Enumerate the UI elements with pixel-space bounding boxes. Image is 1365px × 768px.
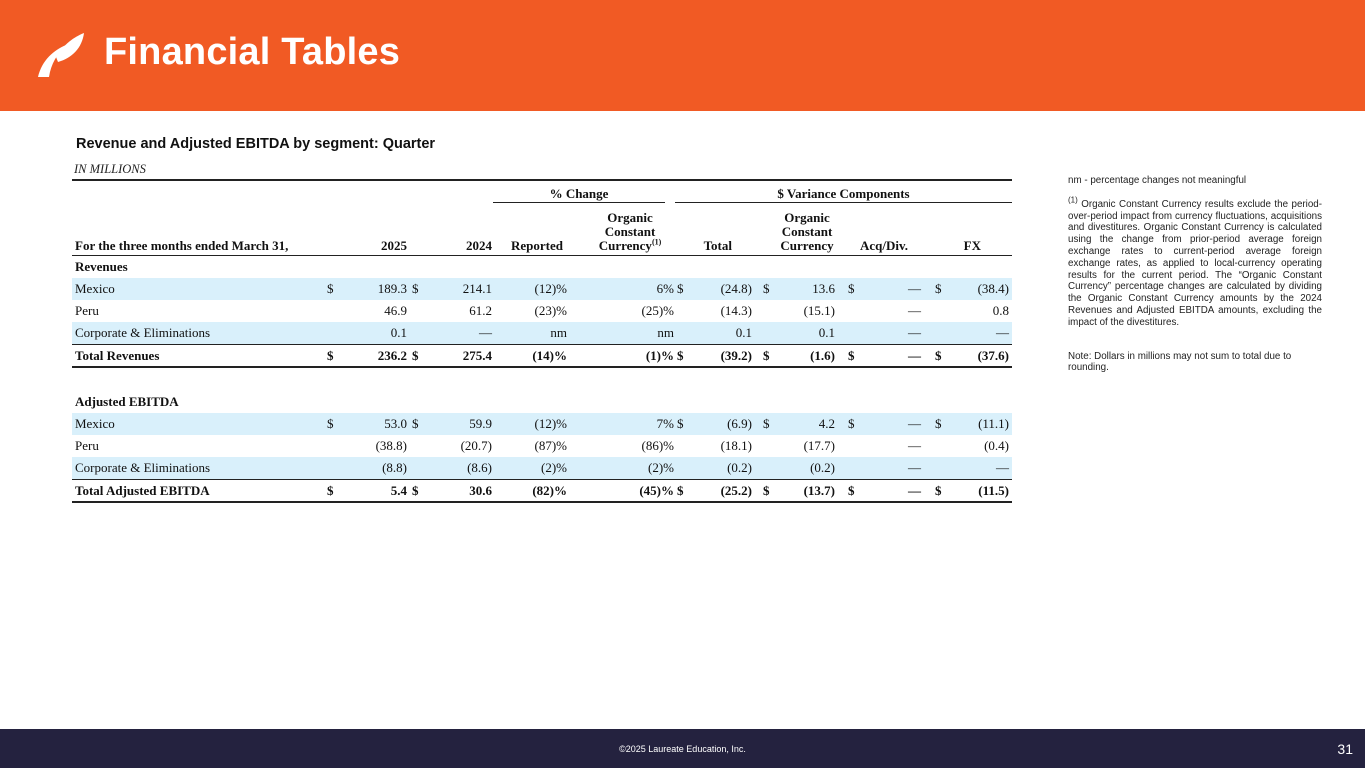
side-notes [1068,175,1322,386]
variance-total: (25.2) [720,483,752,498]
variance-organic-constant-currency: (15.1) [803,303,835,318]
revenues-heading-row [72,256,1012,278]
financial-table [72,179,1012,503]
variance-acq-div: — [908,281,921,296]
variance-fx: 0.8 [992,303,1009,318]
table-row [72,435,1012,457]
row-label: Total Revenues [75,348,160,363]
value-2024: 30.6 [469,483,492,498]
currency-symbol: $ [412,281,419,296]
value-2024: (20.7) [460,438,492,453]
table-row [72,413,1012,435]
row-label: Peru [75,303,99,318]
currency-symbol: $ [848,483,855,498]
organic-pct-header-text: Currency [598,238,652,253]
value-2025: 5.4 [390,483,407,498]
revenues-heading: Revenues [75,259,128,274]
currency-symbol: $ [677,348,684,363]
variance-fx: (0.4) [984,438,1009,453]
year-2024-header: 2024 [466,238,492,253]
nm-note: nm - percentage changes not meaningful [1068,175,1247,186]
variance-total: (14.3) [720,303,752,318]
variance-acq-div: — [908,483,921,498]
organic-var-header [762,211,852,253]
page-number: 31 [1337,741,1353,757]
organic-var-header-line1: Organic [784,210,830,225]
value-2024: 59.9 [469,416,492,431]
reported-header: Reported [511,238,563,253]
value-2025: 53.0 [384,416,407,431]
currency-symbol: $ [677,483,684,498]
reported-change: (14)% [532,348,567,363]
currency-symbol: $ [412,416,419,431]
variance-acq-div: — [908,348,921,363]
reported-change: (12)% [534,416,567,431]
reported-change: (12)% [534,281,567,296]
value-2024: 214.1 [462,281,492,296]
acq-div-header: Acq/Div. [859,238,908,253]
organic-constant-currency-change: (25)% [641,303,674,318]
variance-total: (39.2) [720,348,752,363]
organic-pct-header [575,211,685,253]
column-header-row [72,203,1012,255]
currency-symbol: $ [677,281,684,296]
organic-var-header-line2: Constant [781,224,833,239]
value-2025: 0.1 [390,325,407,340]
currency-symbol: $ [848,281,855,296]
variance-organic-constant-currency: 4.2 [818,416,835,431]
row-label: Mexico [75,281,115,296]
row-label: Corporate & Eliminations [75,325,211,340]
organic-pct-header-line1: Organic [607,210,653,225]
variance-total: (18.1) [720,438,752,453]
organic-constant-currency-change: (86)% [641,438,674,453]
row-label: Peru [75,438,99,453]
currency-symbol: $ [848,348,855,363]
variance-fx: (11.5) [978,483,1009,498]
ebitda-heading-row [72,391,1012,413]
variance-organic-constant-currency: 0.1 [818,325,835,340]
organic-constant-currency-change: (45)% [639,483,674,498]
currency-symbol: $ [327,483,334,498]
footnote-1 [1068,195,1322,329]
variance-total: (0.2) [727,460,752,475]
ebitda-heading: Adjusted EBITDA [75,394,179,409]
table-row [72,278,1012,300]
variance-fx: (37.6) [977,348,1009,363]
currency-symbol: $ [327,281,334,296]
organic-pct-header-line3 [575,239,685,253]
total-header: Total [703,238,732,253]
row-label: Corporate & Eliminations [75,460,211,475]
footnote-1-text: Organic Constant Currency results exclude the period-over-period impact from currency fluctuations, acquisitions and divestitures. Organic Constant Currency is calculated using the change from prior-period average foreign exchange rates to current-period average foreign exchange rates, as applied to local-currency operating results for the current period. The “Organic Constant Currency” percentage changes are calculated by dividing the Organic Constant Currency amounts by the 2024 Revenues and Adjusted EBITDA amounts, excluding the impact of the divestitures. [1068,198,1322,328]
variance-acq-div: — [908,460,921,475]
units-label: IN MILLIONS [74,162,146,176]
currency-symbol: $ [763,483,770,498]
section-title: Revenue and Adjusted EBITDA by segment: Quarter [76,136,436,152]
variance-total: (6.9) [727,416,752,431]
value-2024: — [479,325,492,340]
variance-acq-div: — [908,303,921,318]
value-2025: 189.3 [377,281,407,296]
variance-acq-div: — [908,416,921,431]
currency-symbol: $ [677,416,684,431]
reported-change: (82)% [532,483,567,498]
leaf-logo-icon [32,30,86,82]
row-label: Mexico [75,416,115,431]
value-2025: (38.8) [375,438,407,453]
organic-pct-header-line2: Constant [604,224,656,239]
organic-constant-currency-change: (1)% [645,348,674,363]
page-title: Financial Tables [104,31,401,73]
table-row [72,457,1012,479]
variance-fx: (11.1) [978,416,1009,431]
organic-var-header-line3: Currency [780,238,834,253]
value-2024: 61.2 [469,303,492,318]
currency-symbol: $ [327,348,334,363]
variance-total: 0.1 [735,325,752,340]
total-row [72,479,1012,503]
organic-constant-currency-change: 6% [656,281,674,296]
currency-symbol: $ [935,348,942,363]
currency-symbol: $ [412,483,419,498]
variance-total: (24.8) [720,281,752,296]
currency-symbol: $ [763,416,770,431]
variance-organic-constant-currency: (17.7) [803,438,835,453]
period-header: For the three months ended March 31, [75,238,289,253]
copyright-text: ©2025 Laureate Education, Inc. [619,744,746,754]
column-group-row [72,181,1012,203]
reported-change: (87)% [534,438,567,453]
currency-symbol: $ [763,348,770,363]
table-row [72,300,1012,322]
variance-organic-constant-currency: (0.2) [810,460,835,475]
variance-acq-div: — [908,438,921,453]
value-2024: (8.6) [467,460,492,475]
currency-symbol: $ [935,483,942,498]
row-label: Total Adjusted EBITDA [75,483,210,498]
value-2025: 236.2 [377,348,407,363]
year-2025-header: 2025 [381,238,407,253]
reported-change: (2)% [541,460,567,475]
currency-symbol: $ [935,416,942,431]
currency-symbol: $ [412,348,419,363]
currency-symbol: $ [935,281,942,296]
currency-symbol: $ [848,416,855,431]
value-2025: 46.9 [384,303,407,318]
variance-fx: — [996,325,1009,340]
table-row [72,322,1012,344]
variance-organic-constant-currency: 13.6 [812,281,835,296]
rounding-note: Note: Dollars in millions may not sum to total due to rounding. [1068,350,1292,374]
currency-symbol: $ [763,281,770,296]
organic-constant-currency-change: (2)% [648,460,674,475]
pct-change-group-header: % Change [493,181,665,203]
currency-symbol: $ [327,416,334,431]
variance-acq-div: — [908,325,921,340]
variance-organic-constant-currency: (1.6) [810,348,835,363]
total-row [72,344,1012,368]
variance-fx: — [996,460,1009,475]
reported-change: nm [550,325,567,340]
variance-fx: (38.4) [977,281,1009,296]
organic-constant-currency-change: nm [657,325,674,340]
header-bar [0,0,1365,111]
variance-organic-constant-currency: (13.7) [803,483,835,498]
value-2024: 275.4 [462,348,492,363]
fx-header: FX [963,238,981,253]
footer-bar [0,729,1365,768]
footnote-marker: (1) [1068,195,1078,205]
footnote-marker: (1) [651,237,662,247]
organic-constant-currency-change: 7% [656,416,674,431]
variance-group-header: $ Variance Components [675,181,1012,203]
reported-change: (23)% [534,303,567,318]
value-2025: (8.8) [382,460,407,475]
